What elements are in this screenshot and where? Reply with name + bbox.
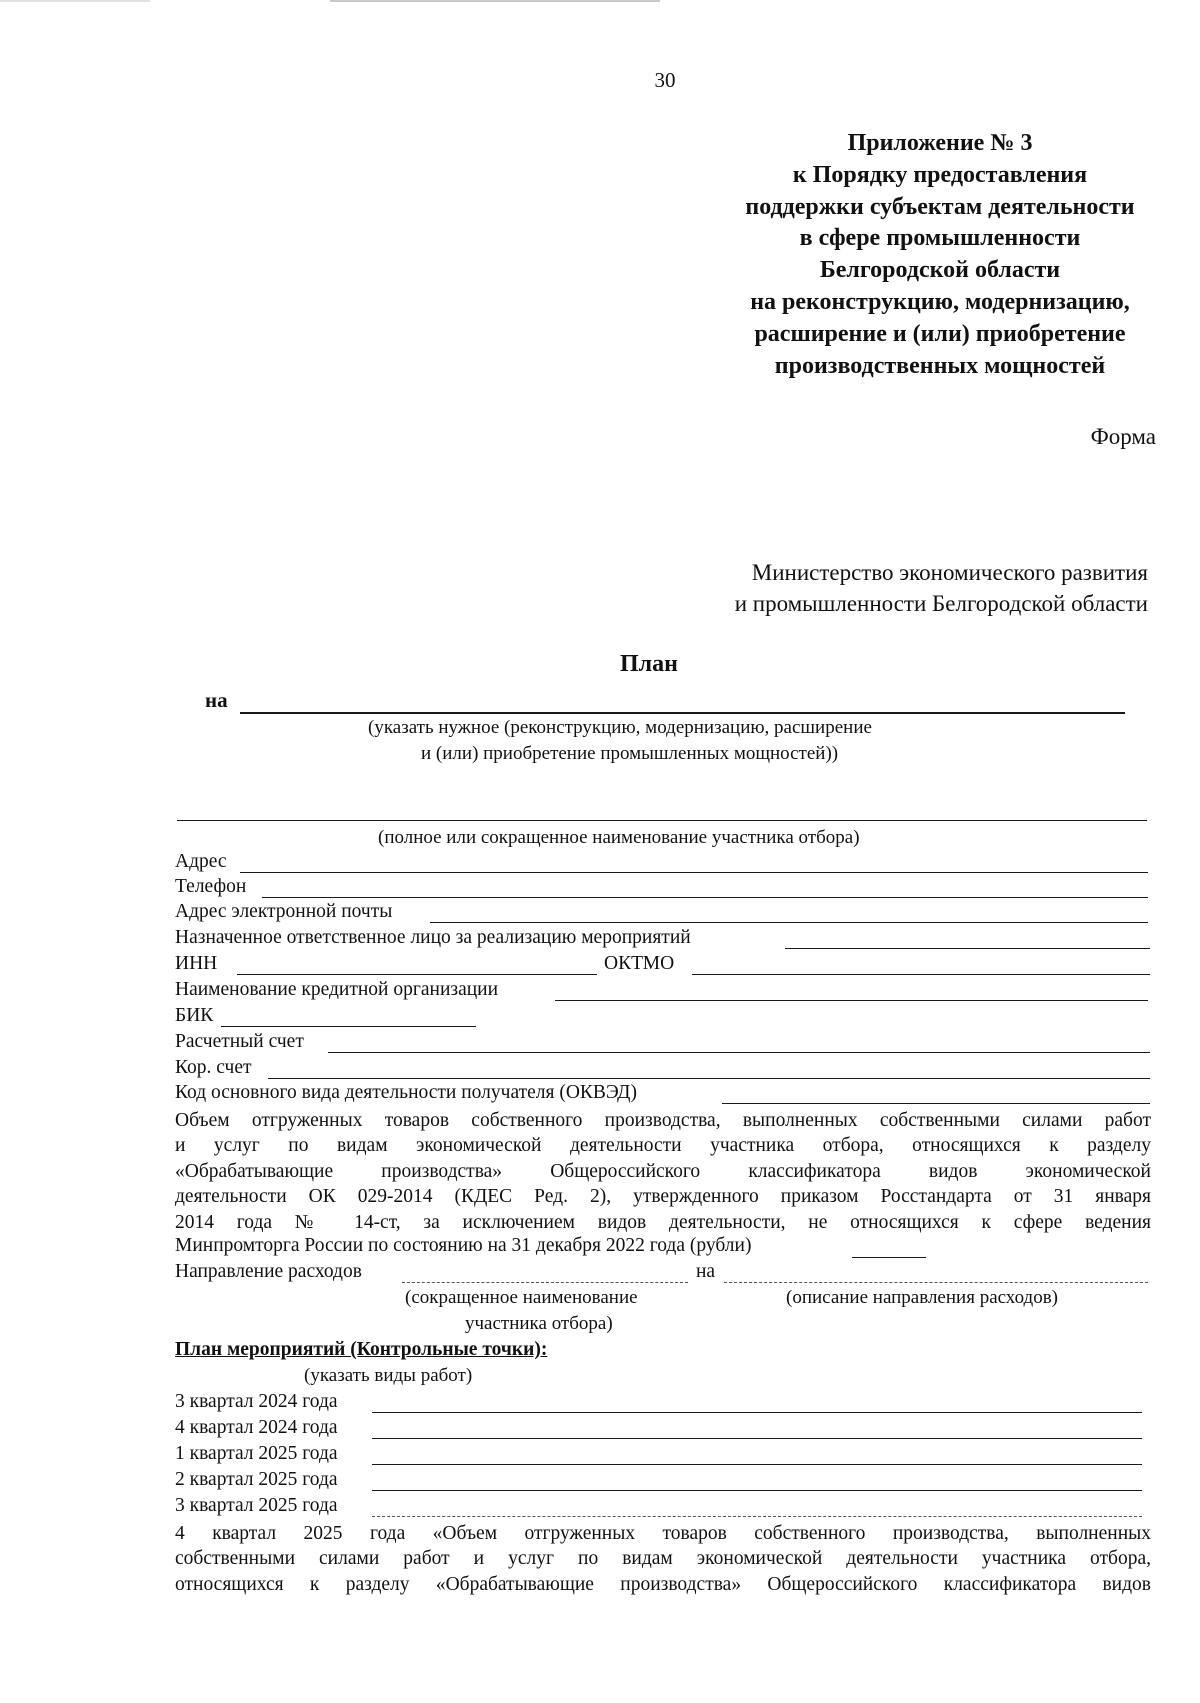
- quarter-label: 4 квартал 2024 года: [175, 1417, 338, 1438]
- final-paragraph: [175, 1521, 1151, 1597]
- appendix-line: Приложение № 3: [847, 130, 1033, 156]
- responsible-field[interactable]: [785, 948, 1150, 949]
- email-label: Адрес электронной почты: [175, 901, 393, 922]
- oktmo-field[interactable]: [692, 974, 1150, 975]
- scan-edge-mark: [330, 0, 660, 2]
- plan-for-blank[interactable]: [240, 712, 1125, 714]
- plan-for-hint-line: и (или) приобретение промышленных мощностей)): [421, 743, 839, 764]
- plan-title: План: [620, 651, 678, 677]
- quarter-label: 3 квартал 2025 года: [175, 1495, 338, 1516]
- appendix-line: поддержки субъектам деятельности: [745, 193, 1135, 220]
- quarter-label: 2 квартал 2025 года: [175, 1469, 338, 1490]
- address-field[interactable]: [240, 872, 1148, 873]
- expense-on-label: на: [696, 1261, 716, 1282]
- phone-label: Телефон: [175, 876, 247, 897]
- expense-direction-label: Направление расходов: [175, 1261, 362, 1282]
- expense-hint-right: (описание направления расходов): [786, 1287, 1059, 1308]
- paragraph-line: Объем отгруженных товаров собственного производства, выполненных собственными силами работ: [175, 1110, 1151, 1131]
- activities-title: План мероприятий (Контрольные точки):: [175, 1339, 548, 1360]
- ministry-line: и промышленности Белгородской области: [734, 591, 1148, 616]
- settlement-account-label: Расчетный счет: [175, 1031, 304, 1052]
- email-field[interactable]: [430, 922, 1148, 923]
- volume-amount-field[interactable]: [852, 1257, 926, 1258]
- activities-hint: (указать виды работ): [304, 1365, 473, 1386]
- paragraph-line: «Обрабатывающие производства» Общероссийского классификатора видов экономической: [175, 1160, 1151, 1182]
- appendix-line: на реконструкцию, модернизацию,: [750, 288, 1130, 315]
- participant-hint: (полное или сокращенное наименование участника отбора): [378, 827, 860, 848]
- paragraph-line: деятельности ОК 029-2014 (КДЕС Ред. 2), утвержденного приказом Росстандарта от 31 января: [175, 1186, 1151, 1208]
- settlement-account-field[interactable]: [328, 1052, 1150, 1053]
- quarter-field[interactable]: [372, 1490, 1142, 1491]
- quarter-field[interactable]: [372, 1438, 1142, 1439]
- appendix-line: расширение и (или) приобретение: [754, 320, 1126, 347]
- page-number: 30: [654, 68, 676, 92]
- ministry-addressee: [735, 557, 1148, 619]
- paragraph-line: собственными силами работ и услуг по видам экономической деятельности участника отбора,: [175, 1548, 1151, 1570]
- bank-name-field[interactable]: [555, 1000, 1148, 1001]
- paragraph-line: и услуг по видам экономической деятельности участника отбора, относящихся к разделу: [175, 1135, 1151, 1157]
- volume-paragraph: [175, 1108, 1151, 1235]
- quarter-label: 1 квартал 2025 года: [175, 1443, 338, 1464]
- appendix-line: в сфере промышленности: [799, 225, 1081, 252]
- appendix-line: к Порядку предоставления: [792, 161, 1088, 188]
- quarter-field[interactable]: [372, 1516, 1142, 1517]
- volume-paragraph-last-line: Минпромторга России по состоянию на 31 декабря 2022 года (рубли): [175, 1235, 752, 1256]
- okved-label: Код основного вида деятельности получателя (ОКВЭД): [175, 1082, 637, 1103]
- plan-for-label: на: [205, 688, 228, 712]
- responsible-label: Назначенное ответственное лицо за реализацию мероприятий: [175, 927, 691, 948]
- expense-participant-field[interactable]: [402, 1282, 688, 1283]
- phone-field[interactable]: [262, 897, 1148, 898]
- bik-field[interactable]: [221, 1026, 476, 1027]
- corr-account-field[interactable]: [268, 1078, 1150, 1079]
- oktmo-label: ОКТМО: [604, 953, 675, 974]
- scan-edge-mark: [0, 0, 150, 2]
- quarter-label: 3 квартал 2024 года: [175, 1391, 338, 1412]
- form-label: Форма: [1090, 424, 1156, 449]
- appendix-line: Белгородской области: [819, 257, 1061, 284]
- corr-account-label: Кор. счет: [175, 1057, 252, 1078]
- expense-hint-left: (сокращенное наименование: [405, 1287, 638, 1308]
- participant-name-blank[interactable]: [177, 820, 1147, 821]
- appendix-line: производственных мощностей: [774, 352, 1106, 379]
- ministry-line: Министерство экономического развития: [751, 560, 1148, 585]
- bik-label: БИК: [175, 1005, 214, 1026]
- okved-field[interactable]: [722, 1103, 1150, 1104]
- paragraph-line: 4 квартал 2025 года «Объем отгруженных товаров собственного производства, выполненных: [175, 1523, 1151, 1544]
- inn-field[interactable]: [237, 974, 597, 975]
- address-label: Адрес: [175, 851, 227, 872]
- bank-name-label: Наименование кредитной организации: [175, 979, 499, 1000]
- appendix-header: [680, 128, 1200, 382]
- quarter-field[interactable]: [372, 1464, 1142, 1465]
- inn-label: ИНН: [175, 953, 218, 974]
- paragraph-line: относящихся к разделу «Обрабатывающие производства» Общероссийского классификатора видов: [175, 1573, 1151, 1595]
- paragraph-line: 2014 года № 14-ст, за исключением видов деятельности, не относящихся к сфере ведения: [175, 1211, 1151, 1233]
- expense-description-field[interactable]: [724, 1282, 1148, 1283]
- quarter-field[interactable]: [372, 1412, 1142, 1413]
- expense-hint-left: участника отбора): [465, 1313, 613, 1334]
- plan-for-hint-line: (указать нужное (реконструкцию, модернизацию, расширение: [368, 717, 872, 738]
